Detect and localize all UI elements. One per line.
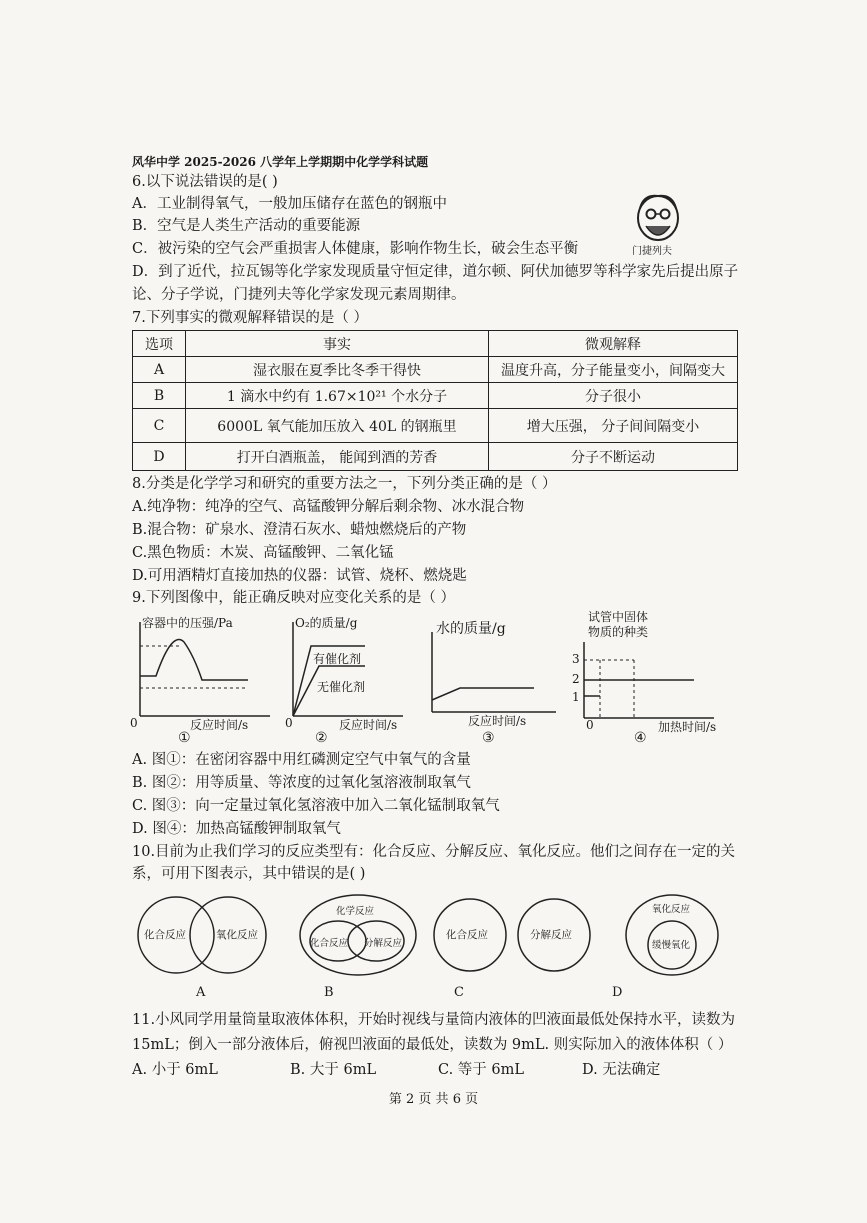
table-row [133, 357, 738, 383]
table-cell: 6000L 氧气能加压放入 40L 的钢瓶里 [186, 409, 489, 443]
table-cell: 分子很小 [489, 383, 738, 409]
graph-4-tick-3: 3 [572, 652, 580, 666]
q8-option-c: C.黑色物质：木炭、高锰酸钾、二氧化锰 [132, 545, 394, 561]
graph-4-xlabel: 加热时间/s [658, 720, 717, 734]
venn-b-outer-label: 化学反应 [336, 906, 375, 917]
q11-stem-line1: 11.小风同学用量筒量取液体体积，开始时视线与量筒内液体的凹液面最低处保持水平，读数为 [132, 1012, 736, 1028]
q9-option-a: A. 图①：在密闭容器中用红磷测定空气中氧气的含量 [132, 752, 471, 768]
q10-stem-line1: 10.目前为止我们学习的反应类型有：化合反应、分解反应、氧化反应。他们之间存在一定的关 [132, 844, 736, 860]
graph-3-number: ③ [482, 730, 495, 746]
q6-option-d-line2: 论、分子学说，门捷列夫等化学家发现元素周期律。 [132, 287, 466, 303]
table-cell: 1 滴水中约有 1.67×10²¹ 个水分子 [186, 383, 489, 409]
venn-a-right-label: 氧化反应 [216, 929, 258, 941]
q6-option-b: B．空气是人类生产活动的重要能源 [132, 218, 361, 234]
graph-3-xlabel: 反应时间/s [468, 714, 527, 728]
venn-b-left-label: 化合反应 [310, 938, 349, 949]
venn-c [432, 893, 602, 1003]
table-header-row [133, 331, 738, 357]
table-cell: A [133, 357, 186, 383]
venn-a-letter: A [196, 985, 206, 1000]
table-row [133, 409, 738, 443]
graph-3-ylabel: 水的质量/g [436, 621, 506, 637]
table-header-cell: 选项 [133, 331, 186, 357]
q11-option-d: D. 无法确定 [582, 1062, 661, 1078]
graph-1 [128, 612, 278, 747]
graph-3-curve [432, 688, 534, 700]
table-cell: 增大压强， 分子间间隔变小 [489, 409, 738, 443]
graph-2-curve1-label: 有催化剂 [313, 652, 362, 666]
graph-4 [564, 608, 724, 748]
table-row [133, 443, 738, 471]
venn-d [612, 893, 722, 1003]
q9-option-c: C. 图③：向一定量过氧化氢溶液中加入二氧化锰制取氧气 [132, 798, 500, 814]
venn-d-inner-label: 缓慢氧化 [652, 940, 691, 951]
table-cell: C [133, 409, 186, 443]
venn-d-letter: D [612, 985, 623, 1000]
q7-table [132, 330, 738, 471]
venn-c-left-label: 化合反应 [446, 929, 488, 941]
graph-2-curve2-label: 无催化剂 [317, 680, 366, 694]
q6-option-c: C．被污染的空气会严重损害人体健康，影响作物生长，破会生态平衡 [132, 241, 579, 257]
table-row [133, 383, 738, 409]
q8-stem: 8.分类是化学学习和研究的重要方法之一，下列分类正确的是（ ） [132, 476, 557, 492]
graph-4-number: ④ [634, 730, 647, 746]
table-cell: 打开白酒瓶盖， 能闻到酒的芳香 [186, 443, 489, 471]
graph-2-xlabel: 反应时间/s [339, 718, 398, 732]
q11-option-c: C. 等于 6mL [438, 1062, 525, 1078]
q9-option-d: D. 图④：加热高锰酸钾制取氧气 [132, 821, 341, 837]
q8-option-d: D.可用酒精灯直接加热的仪器：试管、烧杯、燃烧匙 [132, 568, 467, 584]
graph-2 [285, 612, 410, 747]
graph-4-ylabel-line2: 物质的种类 [588, 625, 649, 639]
q11-stem-line2: 15mL；倒入一部分液体后，俯视凹液面的最低处，读数为 9mL. 则实际加入的液体体积（ ） [132, 1037, 733, 1053]
table-cell: 温度升高，分子能量变小，间隔变大 [489, 357, 738, 383]
venn-c-letter: C [454, 985, 464, 1000]
graph-4-origin: 0 [586, 718, 594, 732]
graph-4-tick-2: 2 [572, 672, 580, 686]
graph-2-number: ② [315, 730, 328, 746]
q7-stem: 7.下列事实的微观解释错误的是（ ） [132, 310, 368, 326]
graph-1-xlabel: 反应时间/s [190, 718, 249, 732]
q9-stem: 9.下列图像中，能正确反映对应变化关系的是（ ） [132, 590, 455, 606]
graph-1-origin: 0 [130, 716, 138, 730]
q6-stem: 6.以下说法错误的是( ) [132, 174, 278, 190]
q9-option-b: B. 图②：用等质量、等浓度的过氧化氢溶液制取氧气 [132, 775, 471, 791]
portrait-caption: 门捷列夫 [632, 246, 672, 257]
q11-option-b: B. 大于 6mL [290, 1062, 377, 1078]
graph-1-ylabel: 容器中的压强/Pa [142, 616, 233, 630]
q11-option-a: A. 小于 6mL [132, 1062, 218, 1078]
table-cell: 湿衣服在夏季比冬季干得快 [186, 357, 489, 383]
venn-b-letter: B [324, 985, 334, 1000]
mendeleev-portrait-icon [628, 190, 688, 260]
venn-b [298, 893, 418, 1003]
venn-d-outer-label: 氧化反应 [652, 904, 691, 915]
graph-4-ylabel-line1: 试管中固体 [588, 610, 649, 624]
graph-4-tick-1: 1 [572, 690, 580, 704]
table-header-cell: 微观解释 [489, 331, 738, 357]
graph-1-number: ① [178, 730, 191, 746]
table-cell: B [133, 383, 186, 409]
table-cell: 分子不断运动 [489, 443, 738, 471]
q8-option-a: A.纯净物：纯净的空气、高锰酸钾分解后剩余物、冰水混合物 [132, 499, 525, 515]
page-header: 风华中学 2025-2026 八学年上学期期中化学学科试题 [132, 155, 429, 169]
q8-option-b: B.混合物：矿泉水、澄清石灰水、蜡烛燃烧后的产物 [132, 522, 467, 538]
venn-a-left-label: 化合反应 [144, 929, 186, 941]
table-header-cell: 事实 [186, 331, 489, 357]
venn-c-right-label: 分解反应 [530, 929, 572, 941]
q10-stem-line2: 系，可用下图表示，其中错误的是( ) [132, 866, 366, 882]
graph-3 [426, 612, 561, 747]
table-cell: D [133, 443, 186, 471]
q6-option-a: A．工业制得氧气，一般加压储存在蓝色的钢瓶中 [132, 196, 447, 212]
graph-1-curve [140, 640, 248, 680]
venn-a [132, 893, 272, 1003]
page-footer: 第 2 页 共 6 页 [388, 1092, 479, 1107]
graph-2-ylabel: O₂的质量/g [295, 616, 358, 630]
q6-option-d-line1: D．到了近代，拉瓦锡等化学家发现质量守恒定律，道尔顿、阿伏加德罗等科学家先后提出原子 [132, 264, 739, 280]
venn-b-right-label: 分解反应 [364, 938, 403, 949]
graph-2-origin: 0 [285, 716, 293, 730]
